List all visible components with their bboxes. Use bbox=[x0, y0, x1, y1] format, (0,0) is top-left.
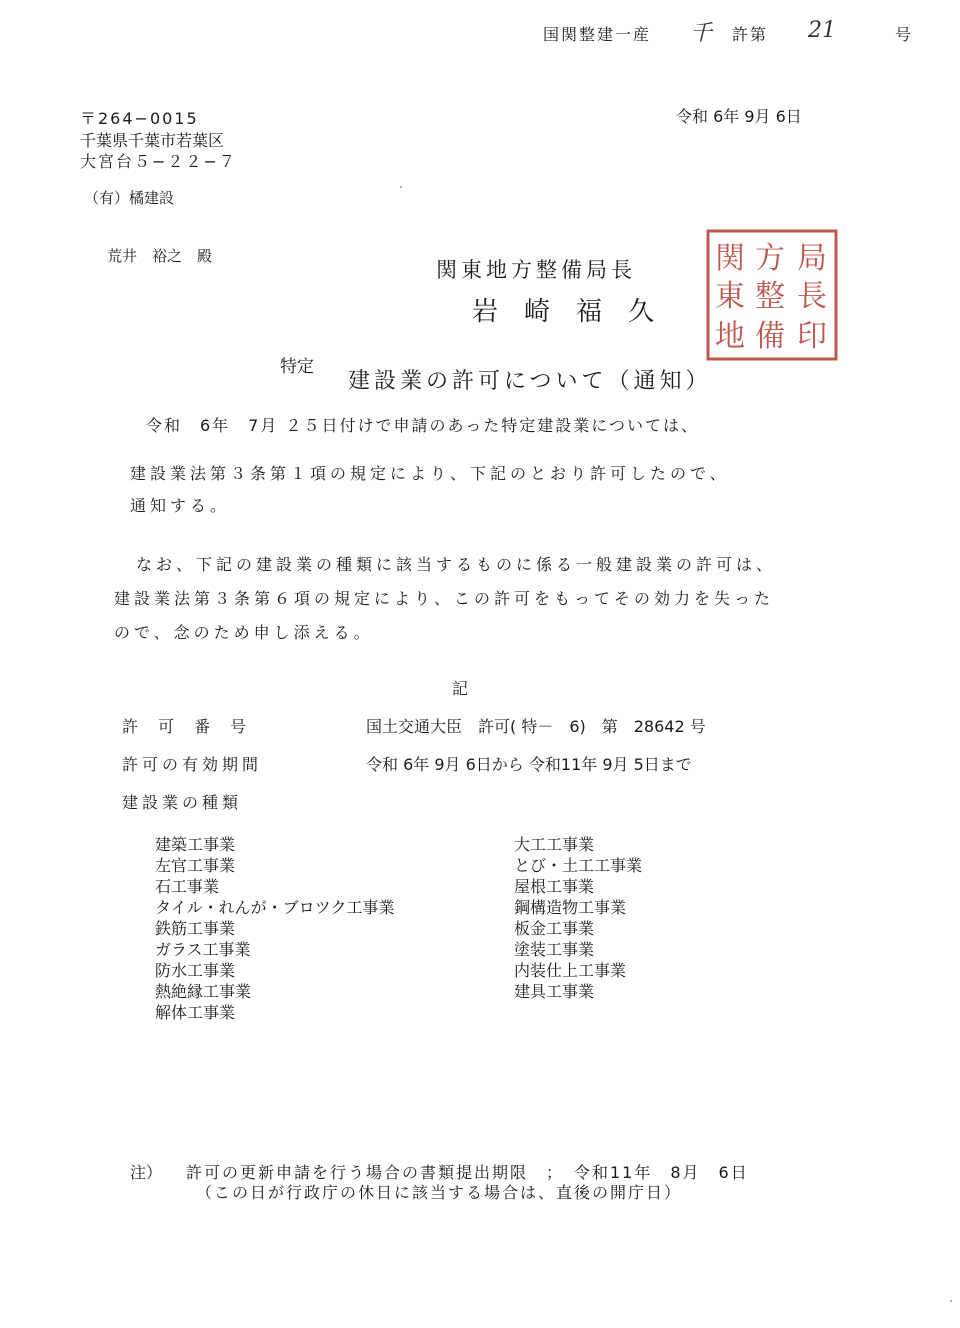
business-type-item: 解体工事業 bbox=[155, 1003, 236, 1022]
business-type-item: 建具工事業 bbox=[514, 982, 595, 1001]
business-type-item: 板金工事業 bbox=[514, 919, 595, 938]
business-type-item: ガラス工事業 bbox=[155, 940, 251, 959]
svg-text:長: 長 bbox=[797, 279, 827, 314]
body-paragraph-2-line-2: 建設業法第３条第６項の規定により、この許可をもってその効力を失った bbox=[114, 589, 775, 608]
business-type-item: 塗装工事業 bbox=[514, 940, 595, 959]
address-line-2: 大宮台５−２２−７ bbox=[80, 152, 237, 171]
svg-text:関: 関 bbox=[715, 241, 745, 276]
business-types-left-list bbox=[155, 834, 395, 1023]
note-line-2: （この日が行政庁の休日に該当する場合は、直後の開庁日） bbox=[196, 1183, 683, 1202]
postal-code: 〒264−0015 bbox=[80, 109, 199, 128]
sender-office: 関東地方整備局長 bbox=[436, 258, 636, 282]
note-label: 注） bbox=[130, 1163, 163, 1182]
reference-handwritten-1: 千 bbox=[690, 21, 713, 46]
official-seal-stamp bbox=[705, 228, 839, 362]
svg-text:整: 整 bbox=[755, 279, 785, 314]
sender-name: 岩崎福久 bbox=[472, 297, 681, 327]
business-type-item: とび・土工工事業 bbox=[514, 856, 643, 875]
svg-text:印: 印 bbox=[797, 319, 827, 354]
svg-text:局: 局 bbox=[797, 241, 827, 276]
ki-heading: 記 bbox=[452, 679, 469, 698]
body-paragraph-2-line-1: なお、下記の建設業の種類に該当するものに係る一般建設業の許可は、 bbox=[136, 555, 777, 574]
recipient-name: 荒井 裕之 殿 bbox=[107, 247, 213, 265]
business-type-item: 左官工事業 bbox=[155, 856, 236, 875]
scan-speck bbox=[950, 1300, 952, 1302]
reference-number-middle: 許第 bbox=[732, 25, 769, 44]
title-prefix: 特定 bbox=[280, 357, 314, 377]
business-type-item: 鋼構造物工事業 bbox=[514, 898, 627, 917]
svg-text:東: 東 bbox=[715, 279, 745, 314]
business-type-item: タイル・れんが・ブロツク工事業 bbox=[155, 898, 395, 917]
svg-text:地: 地 bbox=[715, 319, 745, 354]
document-title: 建設業の許可について（通知） bbox=[348, 369, 712, 394]
issue-date: 令和 6年 9月 6日 bbox=[676, 107, 802, 126]
permit-number-label: 許 可 番 号 bbox=[122, 717, 249, 736]
body-paragraph-1-line-3: 通知する。 bbox=[130, 496, 231, 515]
reference-handwritten-2: 21 bbox=[808, 18, 836, 43]
body-paragraph-1-line-2: 建設業法第３条第１項の規定により、下記のとおり許可したので、 bbox=[130, 464, 730, 483]
business-type-item: 内装仕上工事業 bbox=[514, 961, 627, 980]
permit-number-value: 国土交通大臣 許可( 特－ 6) 第 28642 号 bbox=[366, 717, 706, 736]
business-type-item: 屋根工事業 bbox=[514, 877, 595, 896]
reference-number-suffix: 号 bbox=[895, 25, 912, 44]
business-type-item: 熱絶縁工事業 bbox=[155, 982, 252, 1001]
svg-text:方: 方 bbox=[755, 241, 785, 276]
business-type-item: 石工事業 bbox=[155, 877, 220, 896]
note-line-1: 許可の更新申請を行う場合の書類提出期限 ； 令和11年 8月 6日 bbox=[186, 1163, 749, 1182]
business-types-right-list bbox=[514, 834, 642, 1002]
business-type-item: 鉄筋工事業 bbox=[155, 919, 236, 938]
reference-number-prefix: 国関整建一産 bbox=[543, 25, 652, 44]
validity-period-label: 許可の有効期間 bbox=[122, 755, 263, 774]
business-type-item: 建築工事業 bbox=[155, 835, 236, 854]
body-paragraph-2-line-3: ので、念のため申し添える。 bbox=[114, 623, 374, 642]
company-name: （有）橘建設 bbox=[84, 189, 175, 207]
business-types-label: 建設業の種類 bbox=[122, 793, 243, 812]
business-type-item: 大工工事業 bbox=[514, 835, 595, 854]
scan-speck bbox=[400, 186, 402, 188]
business-type-item: 防水工事業 bbox=[155, 961, 236, 980]
validity-period-value: 令和 6年 9月 6日から 令和11年 9月 5日まで bbox=[366, 755, 692, 774]
address-line-1: 千葉県千葉市若葉区 bbox=[80, 131, 225, 150]
svg-text:備: 備 bbox=[755, 319, 785, 354]
body-paragraph-1-line-1: 令和 6年 7月 ２５日付けで申請のあった特定建設業については、 bbox=[146, 416, 699, 435]
